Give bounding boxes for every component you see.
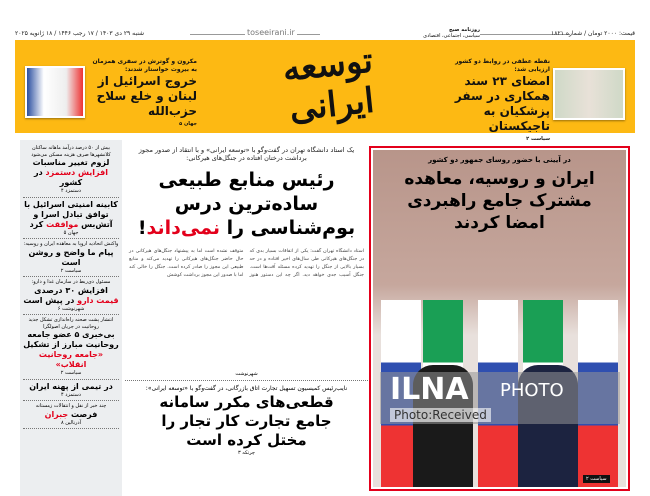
brief-headline: در تیمی از پهنه ایران xyxy=(29,381,113,391)
teaser-photo-left xyxy=(25,66,85,118)
story-body: استاد دانشگاه تهران گفت: یکی از اتفاقات بسیار بدی که در جنگل‌های هیرکانی طی سال‌های اخیر افتاده و در حد بسیار بالایی از جنگل را تهدید کرده مسئله آفت‌ها است. جنگل آسیب جدی خواهد دید. اگر چه این دستور هنوز متوقف نشده است اما به پیشنهاد جنگل‌های هیرکانی در حال حاضر جنگل‌های هیرکانی را تهدید می‌کند و منابع طبیعی این مجوز را صادر کرده است. جنگل را خالی کند اما با صدور این مجوز برداشت کوشش xyxy=(129,249,364,278)
brief-section: شهرنوشت ۶ xyxy=(57,305,85,312)
brief-headline: بی‌خبری ۵ عضو جامعه روحانیت مبارز از تشکیل «جامعه روحانیت انقلاب» xyxy=(23,330,119,369)
section-label: چرتکه ۳ xyxy=(238,450,255,456)
news-brief[interactable] xyxy=(23,198,119,240)
story-headline: ایران و روسیه، معاهده مشترک جامع راهبردی امضا کردند xyxy=(404,169,595,233)
brief-section: سیاست ۲ xyxy=(60,267,82,274)
middle-column xyxy=(125,140,368,496)
brief-headline: لزوم تغییر مناسبات افزایش دستمزد در کشور xyxy=(32,158,110,187)
news-brief[interactable] xyxy=(23,277,119,315)
ilna-watermark: ILNA PHOTO Photo:Received xyxy=(380,372,620,424)
story-kicker: نایب‌رئیس کمیسیون تسهیل تجارت اتاق بازرگانی، در گفت‌وگو با «توسعه ایرانی»: xyxy=(145,385,348,392)
main-story[interactable] xyxy=(369,146,630,491)
brief-headline: پیام ما واضح و روشن است xyxy=(28,247,114,267)
teaser-headline: خروج اسرائیل از لبنان و خلع سلاح حزب‌الله xyxy=(96,74,197,118)
tagline: روزنامه صبح سیاسی، اجتماعی، اقتصادی xyxy=(410,27,480,39)
brief-section: سیاست ۲ xyxy=(60,370,82,376)
brief-headline: کابینه امنیتی اسرائیل با توافق تبادل اسرا و آتش‌بس موافقت کرد xyxy=(24,199,118,229)
teaser-headline: امضای ۲۳ سند همکاری در سفر پزشکیان به تاجیکستان xyxy=(454,74,550,133)
news-brief[interactable] xyxy=(23,315,119,380)
news-brief[interactable] xyxy=(23,143,119,198)
story-kicker: در آیینی با حضور روسای جمهور دو کشور xyxy=(428,156,571,164)
section-label: سیاست ۲ xyxy=(583,475,610,483)
news-brief[interactable] xyxy=(23,380,119,402)
signing-ceremony-photo xyxy=(373,150,626,487)
story-headline[interactable]: رئیس منابع طبیعی ساده‌ترین درس بوم‌شناسی را نمی‌داند! xyxy=(137,169,356,239)
brief-kicker: بیش از ۵۰ درصد درآمد ماهانه ساکنان کلانشهرها صرف هزینه مسکن می‌شود xyxy=(31,145,111,158)
teaser-right[interactable]: نقطه عطفی در روابط دو کشور ارزیابی شد: امضای ۲۳ سند همکاری در سفر پزشکیان به تاجیکستان سیاست ۲ xyxy=(440,58,550,142)
news-brief[interactable] xyxy=(23,239,119,277)
price-issue: قیمت: ۲۰۰۰ تومان / شماره ۱۸۲۱ xyxy=(551,30,635,37)
teaser-photo-right xyxy=(553,68,625,120)
brief-headline: فرصت جبران xyxy=(44,409,98,419)
brief-kicker: واکنش اتحادیه اروپا به معاهده ایران و روسیه: xyxy=(23,241,119,247)
brief-section: آدرنالین ۸ xyxy=(60,419,82,426)
teaser-left[interactable]: مکرون و گوترش در سفری همزمان به بیروت خواستار شدند: خروج اسرائیل از لبنان و خلع سلاح حزب‌الله جهان ۵ xyxy=(92,58,197,127)
story-kicker: یک استاد دانشگاه تهران در گفت‌وگو با «توسعه ایرانی» و با انتقاد از صدور مجوز برداشت درختان افتاده در جنگل‌های هیرکانی: xyxy=(138,146,355,162)
site-url[interactable]: toseeirani.ir xyxy=(247,28,295,37)
news-briefs-column xyxy=(20,140,122,496)
brief-section: دستمزد ۴ xyxy=(60,391,82,398)
brief-section: جهان ۵ xyxy=(63,229,79,236)
brief-kicker: مسئول ذی‌ربط در سازمان غذا و دارو: xyxy=(31,279,111,285)
section-label: شهرنوشت xyxy=(125,368,368,381)
issue-date: شنبه ۲۹ دی ۱۴۰۳ / ۱۷ رجب ۱۴۴۶ / ۱۸ ژانویه ۲۰۲۵ xyxy=(15,30,145,37)
brief-kicker: انتشار پشت صحنه راه‌اندازی تشکل جدید روحانیت در جریان اصولگرا xyxy=(28,317,114,330)
newspaper-logo: توسعه ایرانی xyxy=(280,40,377,130)
brief-section: دستمزد ۴ xyxy=(60,188,82,194)
news-brief[interactable] xyxy=(23,401,119,429)
brief-headline: افزایش ۳۰ درصدی قیمت دارو در پیش است xyxy=(23,285,119,305)
brief-kicker: چند خبر از نقل و انتقالات زمستانه xyxy=(35,403,107,409)
top-line xyxy=(15,28,635,40)
story-headline[interactable]: قطعی‌های مکرر سامانه جامع تجارت کار تجار را مختل کرده است xyxy=(159,393,334,449)
